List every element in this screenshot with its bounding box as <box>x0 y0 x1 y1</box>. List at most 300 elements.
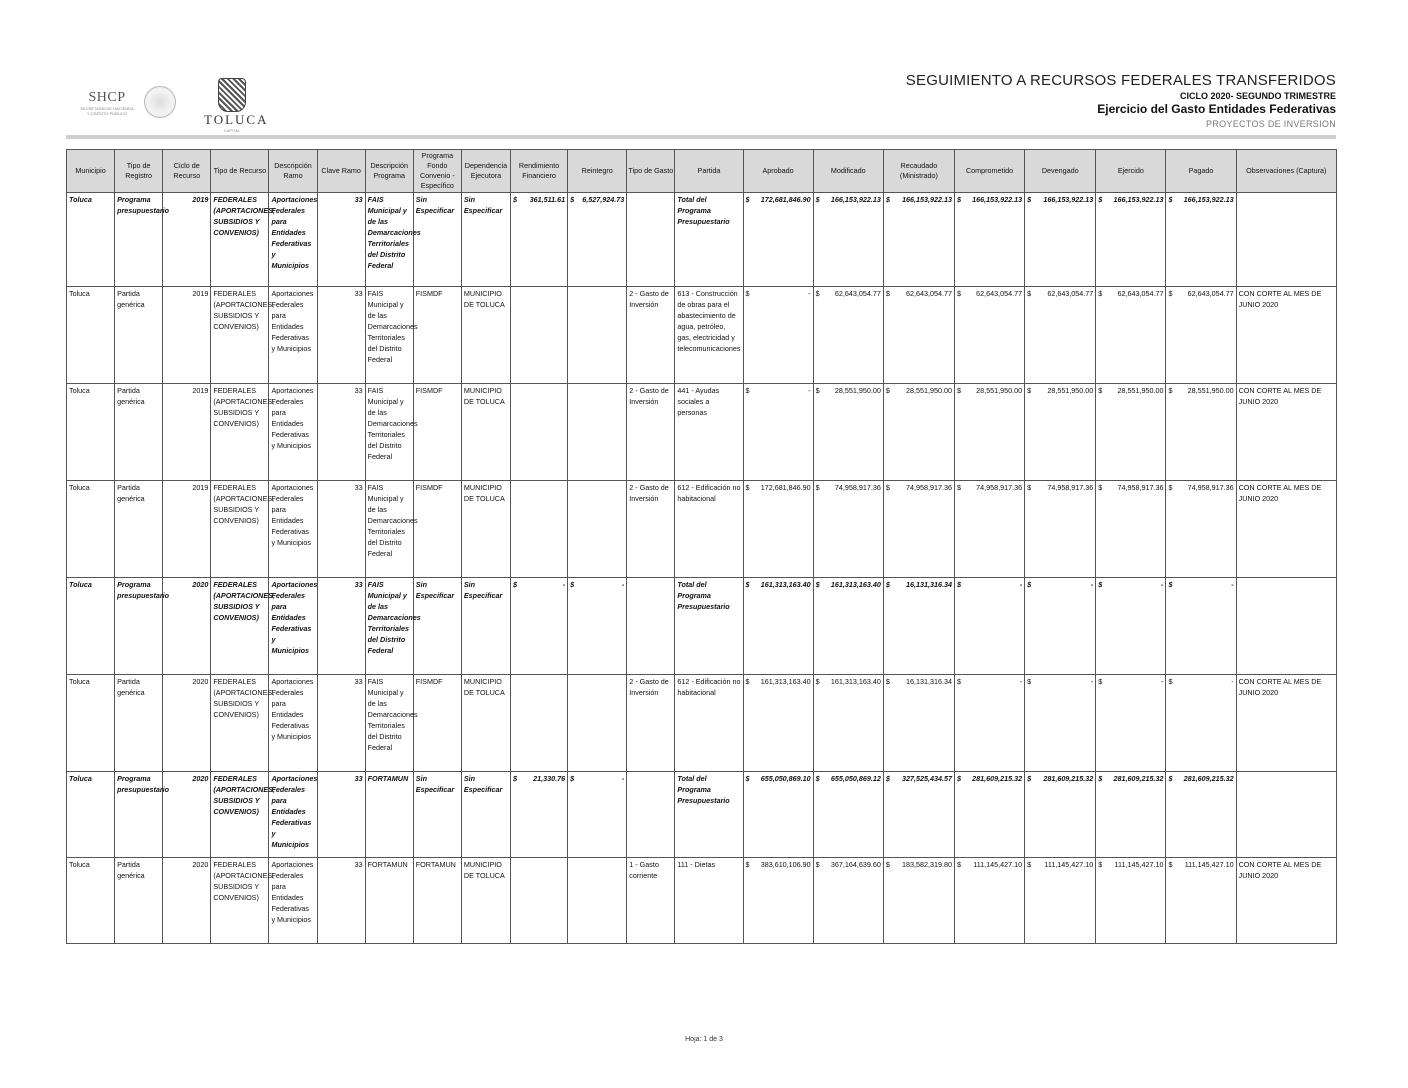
amount: - <box>1231 580 1234 589</box>
cell-ejercido <box>1096 578 1166 675</box>
cell-ciclo: 2020 <box>163 578 211 675</box>
cell-recaudado <box>883 193 954 287</box>
currency-symbol: $ <box>1098 386 1103 395</box>
cell-dependencia: Sin Especificar <box>461 193 510 287</box>
cell-ejercido <box>1096 287 1166 384</box>
cell-reintegro <box>568 193 627 287</box>
currency-symbol: $ <box>1168 195 1173 204</box>
cell-registro: Programa presupuestario <box>115 772 163 858</box>
amount: 28,551,950.00 <box>906 386 952 395</box>
toluca-emblem-icon <box>218 78 246 112</box>
table-row <box>67 287 1337 384</box>
cell-reintegro <box>568 384 627 481</box>
cell-pagado <box>1166 193 1236 287</box>
cell-devengado <box>1025 578 1096 675</box>
amount: 111,145,427.10 <box>1114 860 1164 869</box>
amount: 62,643,054.77 <box>1047 289 1094 298</box>
amount: 166,153,922.13 <box>972 195 1023 204</box>
amount: 281,609,215.32 <box>972 774 1023 783</box>
cell-ciclo: 2019 <box>163 193 211 287</box>
amount: 62,643,054.77 <box>906 289 952 298</box>
cell-dependencia: MUNICIPIO DE TOLUCA <box>461 481 510 578</box>
cell-pagado <box>1166 287 1236 384</box>
currency-symbol: $ <box>745 483 750 492</box>
cell-programa: FAIS Municipal y de las Demarcaciones Territoriales del Distrito Federal <box>365 481 413 578</box>
cell-registro: Partida genérica <box>115 481 163 578</box>
cell-ejercido <box>1096 384 1166 481</box>
toluca-word: TOLUCA <box>204 112 269 127</box>
currency-symbol: $ <box>745 195 750 204</box>
cell-municipio: Toluca <box>67 384 115 481</box>
toluca-sub: CAPITAL <box>223 128 241 133</box>
amount: 161,313,163.40 <box>760 677 811 686</box>
cell-dependencia: MUNICIPIO DE TOLUCA <box>461 858 510 944</box>
currency-symbol: $ <box>815 860 820 869</box>
table-row <box>67 858 1337 944</box>
cell-rendimiento <box>511 578 568 675</box>
cell-aprobado <box>743 578 813 675</box>
amount: 166,153,922.13 <box>1043 195 1094 204</box>
amount: 16,131,316.34 <box>906 580 952 589</box>
currency-symbol: $ <box>885 289 890 298</box>
amount: 28,551,950.00 <box>834 386 881 395</box>
amount: - <box>1019 677 1023 686</box>
cell-clave: 33 <box>317 193 365 287</box>
cell-registro: Partida genérica <box>115 858 163 944</box>
currency-symbol: $ <box>956 195 961 204</box>
amount: 166,153,922.13 <box>830 195 881 204</box>
currency-symbol: $ <box>1098 860 1103 869</box>
column-header: Descripción Programa <box>365 150 413 193</box>
currency-symbol: $ <box>885 483 890 492</box>
amount: 74,958,917.36 <box>834 483 881 492</box>
currency-symbol: $ <box>1168 289 1173 298</box>
cell-gasto <box>627 772 675 858</box>
currency-symbol: $ <box>956 580 961 589</box>
cell-recaudado <box>883 858 954 944</box>
column-header: Modificado <box>813 150 883 193</box>
cell-ejercido <box>1096 481 1166 578</box>
amount: 62,643,054.77 <box>1187 289 1234 298</box>
cell-ramo: Aportaciones Federales para Entidades Federativas y Municipios <box>269 193 317 287</box>
shcp-sub2: Y CRÉDITO PÚBLICO <box>86 111 128 116</box>
cell-programa: FAIS Municipal y de las Demarcaciones Territoriales del Distrito Federal <box>365 675 413 772</box>
cell-dependencia: Sin Especificar <box>461 578 510 675</box>
cell-pagado <box>1166 384 1236 481</box>
cell-fondo: FORTAMUN <box>413 858 461 944</box>
currency-symbol: $ <box>956 860 961 869</box>
currency-symbol: $ <box>745 580 750 589</box>
cell-fondo: Sin Especificar <box>413 193 461 287</box>
cell-gasto: 2 - Gasto de Inversión <box>627 481 675 578</box>
currency-symbol: $ <box>1027 580 1032 589</box>
currency-symbol: $ <box>570 580 575 589</box>
currency-symbol: $ <box>1168 386 1173 395</box>
cell-partida: Total del Programa Presupuestario <box>675 578 743 675</box>
currency-symbol: $ <box>956 386 961 395</box>
amount: 6,527,924.73 <box>582 195 625 204</box>
currency-symbol: $ <box>1168 483 1173 492</box>
cell-recaudado <box>883 481 954 578</box>
cell-gasto <box>627 193 675 287</box>
column-header: Clave Ramo <box>317 150 365 193</box>
cell-clave: 33 <box>317 772 365 858</box>
currency-symbol: $ <box>745 386 750 395</box>
table-row <box>67 675 1337 772</box>
amount: 62,643,054.77 <box>834 289 881 298</box>
amount: - <box>621 774 625 783</box>
column-header: Tipo de Gasto <box>627 150 675 193</box>
cell-devengado <box>1025 287 1096 384</box>
currency-symbol: $ <box>1098 774 1103 783</box>
cell-programa: FORTAMUN <box>365 858 413 944</box>
page-footer: Hoja: 1 de 3 <box>685 1036 723 1043</box>
amount: 74,958,917.36 <box>1117 483 1164 492</box>
cell-recurso: FEDERALES (APORTACIONES, SUBSIDIOS Y CONVENIOS) <box>211 287 269 384</box>
cell-ejercido <box>1096 675 1166 772</box>
currency-symbol: $ <box>1027 483 1032 492</box>
national-seal-icon <box>144 86 176 118</box>
column-header: Pagado <box>1166 150 1236 193</box>
amount: - <box>808 289 811 298</box>
column-header: Reintegro <box>568 150 627 193</box>
table-row <box>67 578 1337 675</box>
column-header: Devengado <box>1025 150 1096 193</box>
report-header <box>906 72 1336 129</box>
currency-symbol: $ <box>885 386 890 395</box>
cell-municipio: Toluca <box>67 578 115 675</box>
cell-aprobado <box>743 384 813 481</box>
cell-gasto: 2 - Gasto de Inversión <box>627 287 675 384</box>
currency-symbol: $ <box>956 289 961 298</box>
cell-ejercido <box>1096 858 1166 944</box>
amount: 28,551,950.00 <box>1117 386 1164 395</box>
amount: 62,643,054.77 <box>1117 289 1164 298</box>
cell-fondo: FISMDF <box>413 384 461 481</box>
currency-symbol: $ <box>815 195 820 204</box>
amount: 21,330.76 <box>533 774 566 783</box>
cell-aprobado <box>743 287 813 384</box>
cell-rendimiento <box>511 384 568 481</box>
cell-aprobado <box>743 858 813 944</box>
currency-symbol: $ <box>815 289 820 298</box>
amount: 111,145,427.10 <box>973 860 1023 869</box>
cell-clave: 33 <box>317 287 365 384</box>
cell-pagado <box>1166 578 1236 675</box>
cell-ramo: Aportaciones Federales para Entidades Federativas y Municipios <box>269 858 317 944</box>
column-header: Dependencia Ejecutora <box>461 150 510 193</box>
cell-recaudado <box>883 578 954 675</box>
cell-gasto: 2 - Gasto de Inversión <box>627 384 675 481</box>
report-cycle: CICLO 2020- SEGUNDO TRIMESTRE <box>1179 91 1336 101</box>
currency-symbol: $ <box>815 483 820 492</box>
amount: 281,609,215.32 <box>1043 774 1094 783</box>
cell-obs: CON CORTE AL MES DE JUNIO 2020 <box>1236 384 1336 481</box>
currency-symbol: $ <box>956 774 961 783</box>
cell-municipio: Toluca <box>67 675 115 772</box>
currency-symbol: $ <box>815 774 820 783</box>
cell-obs <box>1236 193 1336 287</box>
currency-symbol: $ <box>513 774 517 783</box>
currency-symbol: $ <box>745 860 750 869</box>
amount: 16,131,316.34 <box>906 677 952 686</box>
cell-reintegro <box>568 578 627 675</box>
column-header: Programa Fondo Convenio - Específico <box>413 150 461 193</box>
currency-symbol: $ <box>513 195 517 204</box>
report-subtitle: Ejercicio del Gasto Entidades Federativas <box>1097 102 1336 116</box>
cell-partida: 441 - Ayudas sociales a personas <box>675 384 743 481</box>
cell-registro: Partida genérica <box>115 384 163 481</box>
table-header-row <box>67 150 1337 193</box>
cell-ciclo: 2019 <box>163 384 211 481</box>
column-header: Descripción Ramo <box>269 150 317 193</box>
cell-obs: CON CORTE AL MES DE JUNIO 2020 <box>1236 481 1336 578</box>
cell-fondo: Sin Especificar <box>413 578 461 675</box>
cell-devengado <box>1025 384 1096 481</box>
cell-recaudado <box>883 287 954 384</box>
currency-symbol: $ <box>570 774 575 783</box>
table-row <box>67 481 1337 578</box>
amount: 74,958,917.36 <box>906 483 952 492</box>
cell-municipio: Toluca <box>67 772 115 858</box>
cell-fondo: FISMDF <box>413 481 461 578</box>
amount: 655,050,869.12 <box>830 774 881 783</box>
cell-partida: Total del Programa Presupuestario <box>675 772 743 858</box>
currency-symbol: $ <box>745 774 750 783</box>
amount: 327,525,434.57 <box>902 774 952 783</box>
cell-modificado <box>813 772 883 858</box>
cell-rendimiento <box>511 193 568 287</box>
cell-ciclo: 2020 <box>163 772 211 858</box>
report-table <box>66 149 1337 944</box>
column-header: Ciclo de Recurso <box>163 150 211 193</box>
currency-symbol: $ <box>885 774 890 783</box>
currency-symbol: $ <box>885 860 890 869</box>
cell-recurso: FEDERALES (APORTACIONES, SUBSIDIOS Y CONVENIOS) <box>211 675 269 772</box>
amount: - <box>808 386 811 395</box>
cell-rendimiento <box>511 481 568 578</box>
cell-ejercido <box>1096 772 1166 858</box>
amount: 161,313,163.40 <box>830 677 881 686</box>
amount: 28,551,950.00 <box>976 386 1023 395</box>
amount: - <box>1090 580 1094 589</box>
table-row <box>67 384 1337 481</box>
cell-comprometido <box>954 578 1024 675</box>
cell-modificado <box>813 287 883 384</box>
cell-recaudado <box>883 772 954 858</box>
cell-ejercido <box>1096 193 1166 287</box>
cell-reintegro <box>568 858 627 944</box>
cell-devengado <box>1025 675 1096 772</box>
amount: 74,958,917.36 <box>976 483 1023 492</box>
cell-recurso: FEDERALES (APORTACIONES, SUBSIDIOS Y CONVENIOS) <box>211 384 269 481</box>
cell-rendimiento <box>511 675 568 772</box>
cell-clave: 33 <box>317 578 365 675</box>
cell-clave: 33 <box>317 481 365 578</box>
cell-ramo: Aportaciones Federales para Entidades Federativas y Municipios <box>269 287 317 384</box>
currency-symbol: $ <box>815 386 820 395</box>
table-body <box>67 193 1337 944</box>
currency-symbol: $ <box>570 195 575 204</box>
cell-devengado <box>1025 772 1096 858</box>
cell-rendimiento <box>511 858 568 944</box>
currency-symbol: $ <box>1027 386 1032 395</box>
amount: - <box>1231 677 1234 686</box>
cell-obs <box>1236 772 1336 858</box>
cell-dependencia: MUNICIPIO DE TOLUCA <box>461 287 510 384</box>
column-header: Aprobado <box>743 150 813 193</box>
amount: 383,610,106.90 <box>760 860 811 869</box>
cell-modificado <box>813 858 883 944</box>
cell-dependencia: Sin Especificar <box>461 772 510 858</box>
cell-clave: 33 <box>317 384 365 481</box>
cell-comprometido <box>954 287 1024 384</box>
currency-symbol: $ <box>885 580 890 589</box>
amount: - <box>1090 677 1094 686</box>
cell-devengado <box>1025 193 1096 287</box>
column-header: Rendimiento Financiero <box>511 150 568 193</box>
cell-pagado <box>1166 772 1236 858</box>
cell-gasto: 2 - Gasto de Inversión <box>627 675 675 772</box>
cell-recaudado <box>883 384 954 481</box>
cell-programa: FAIS Municipal y de las Demarcaciones Territoriales del Distrito Federal <box>365 578 413 675</box>
cell-fondo: Sin Especificar <box>413 772 461 858</box>
amount: - <box>621 580 625 589</box>
cell-clave: 33 <box>317 858 365 944</box>
amount: 655,050,869.10 <box>760 774 811 783</box>
cell-partida: 111 - Dietas <box>675 858 743 944</box>
amount: 28,551,950.00 <box>1187 386 1234 395</box>
cell-dependencia: MUNICIPIO DE TOLUCA <box>461 675 510 772</box>
cell-obs: CON CORTE AL MES DE JUNIO 2020 <box>1236 675 1336 772</box>
cell-ramo: Aportaciones Federales para Entidades Federativas y Municipios <box>269 384 317 481</box>
cell-aprobado <box>743 772 813 858</box>
cell-clave: 33 <box>317 675 365 772</box>
currency-symbol: $ <box>815 677 820 686</box>
shcp-sub1: SECRETARÍA DE HACIENDA <box>80 106 134 111</box>
amount: 281,609,215.32 <box>1113 774 1164 783</box>
amount: 111,145,427.10 <box>1184 860 1234 869</box>
column-header: Comprometido <box>954 150 1024 193</box>
currency-symbol: $ <box>1168 677 1173 686</box>
currency-symbol: $ <box>1098 677 1103 686</box>
amount: 62,643,054.77 <box>976 289 1023 298</box>
currency-symbol: $ <box>1027 289 1032 298</box>
cell-aprobado <box>743 675 813 772</box>
cell-obs <box>1236 578 1336 675</box>
cell-pagado <box>1166 675 1236 772</box>
amount: 281,609,215.32 <box>1183 774 1234 783</box>
cell-partida: 612 - Edificación no habitacional <box>675 675 743 772</box>
header-rule <box>66 135 1336 139</box>
amount: 161,313,163.40 <box>830 580 881 589</box>
amount: 361,511.61 <box>529 195 566 204</box>
column-header: Recaudado (Ministrado) <box>883 150 954 193</box>
cell-rendimiento <box>511 772 568 858</box>
logos <box>76 78 269 133</box>
cell-programa: FAIS Municipal y de las Demarcaciones Territoriales del Distrito Federal <box>365 287 413 384</box>
currency-symbol: $ <box>1027 195 1032 204</box>
cell-municipio: Toluca <box>67 481 115 578</box>
cell-recurso: FEDERALES (APORTACIONES, SUBSIDIOS Y CONVENIOS) <box>211 193 269 287</box>
cell-recurso: FEDERALES (APORTACIONES, SUBSIDIOS Y CONVENIOS) <box>211 858 269 944</box>
cell-comprometido <box>954 193 1024 287</box>
cell-ramo: Aportaciones Federales para Entidades Federativas y Municipios <box>269 772 317 858</box>
cell-ramo: Aportaciones Federales para Entidades Federativas y Municipios <box>269 481 317 578</box>
cell-comprometido <box>954 772 1024 858</box>
amount: - <box>1019 580 1023 589</box>
cell-reintegro <box>568 675 627 772</box>
amount: 111,145,427.10 <box>1044 860 1094 869</box>
cell-registro: Partida genérica <box>115 287 163 384</box>
cell-recurso: FEDERALES (APORTACIONES, SUBSIDIOS Y CONVENIOS) <box>211 481 269 578</box>
cell-aprobado <box>743 481 813 578</box>
amount: 166,153,922.13 <box>902 195 952 204</box>
currency-symbol: $ <box>745 289 750 298</box>
cell-comprometido <box>954 384 1024 481</box>
cell-programa: FORTAMUN <box>365 772 413 858</box>
report-title: SEGUIMIENTO A RECURSOS FEDERALES TRANSFERIDOS <box>905 72 1336 89</box>
currency-symbol: $ <box>885 195 890 204</box>
cell-programa: FAIS Municipal y de las Demarcaciones Territoriales del Distrito Federal <box>365 384 413 481</box>
amount: 74,958,917.36 <box>1047 483 1094 492</box>
cell-recaudado <box>883 675 954 772</box>
currency-symbol: $ <box>1098 580 1103 589</box>
cell-obs: CON CORTE AL MES DE JUNIO 2020 <box>1236 287 1336 384</box>
amount: 28,551,950.00 <box>1047 386 1094 395</box>
cell-programa: FAIS Municipal y de las Demarcaciones Territoriales del Distrito Federal <box>365 193 413 287</box>
cell-obs: CON CORTE AL MES DE JUNIO 2020 <box>1236 858 1336 944</box>
cell-recurso: FEDERALES (APORTACIONES, SUBSIDIOS Y CONVENIOS) <box>211 772 269 858</box>
cell-dependencia: MUNICIPIO DE TOLUCA <box>461 384 510 481</box>
amount: 172,681,846.90 <box>760 195 811 204</box>
column-header: Partida <box>675 150 743 193</box>
cell-partida: Total del Programa Presupuestario <box>675 193 743 287</box>
amount: - <box>1161 580 1164 589</box>
amount: 367,164,639.60 <box>830 860 881 869</box>
cell-modificado <box>813 193 883 287</box>
cell-partida: 613 - Construcción de obras para el abastecimiento de agua, petróleo, gas, electricidad y telecomunicaciones <box>675 287 743 384</box>
cell-modificado <box>813 481 883 578</box>
amount: 74,958,917.36 <box>1187 483 1234 492</box>
cell-registro: Programa presupuestario <box>115 578 163 675</box>
cell-municipio: Toluca <box>67 858 115 944</box>
cell-ramo: Aportaciones Federales para Entidades Federativas y Municipios <box>269 675 317 772</box>
cell-comprometido <box>954 858 1024 944</box>
column-header: Ejercido <box>1096 150 1166 193</box>
cell-municipio: Toluca <box>67 287 115 384</box>
amount: 183,582,319.80 <box>902 860 952 869</box>
currency-symbol: $ <box>1027 860 1032 869</box>
amount: 172,681,846.90 <box>760 483 811 492</box>
amount: 166,153,922.13 <box>1113 195 1164 204</box>
cell-devengado <box>1025 481 1096 578</box>
cell-municipio: Toluca <box>67 193 115 287</box>
cell-modificado <box>813 675 883 772</box>
cell-reintegro <box>568 287 627 384</box>
table-row <box>67 193 1337 287</box>
cell-comprometido <box>954 481 1024 578</box>
cell-ciclo: 2019 <box>163 481 211 578</box>
currency-symbol: $ <box>1027 677 1032 686</box>
currency-symbol: $ <box>815 580 820 589</box>
column-header: Tipo de Registro <box>115 150 163 193</box>
cell-ramo: Aportaciones Federales para Entidades Federativas y Municipios <box>269 578 317 675</box>
amount: - <box>1161 677 1164 686</box>
report-section: PROYECTOS DE INVERSION <box>1206 119 1336 129</box>
shcp-word: SHCP <box>88 90 126 105</box>
cell-rendimiento <box>511 287 568 384</box>
